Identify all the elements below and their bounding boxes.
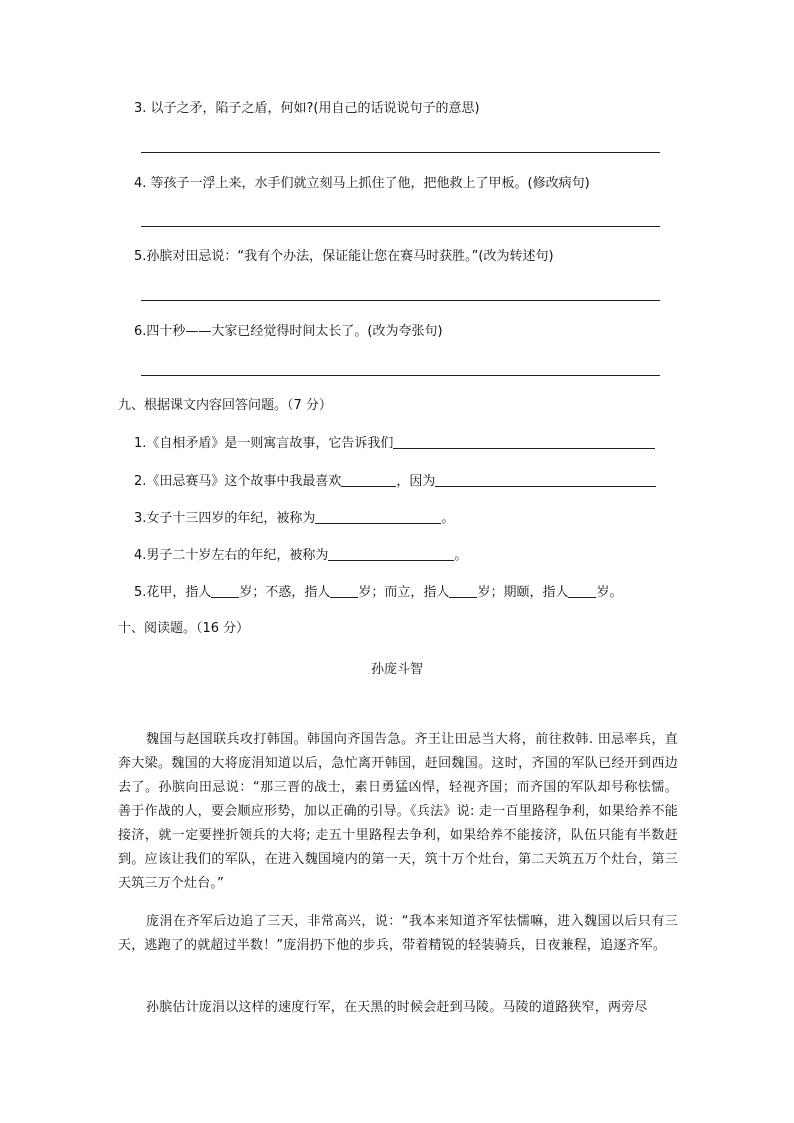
question-8-3: 3. 以子之矛，陷子之盾，何如?(用自己的话说说句子的意思)	[134, 101, 480, 116]
question-9-5-text-d: 岁；期颐，指人	[477, 585, 569, 600]
answer-blank[interactable]	[449, 583, 477, 598]
question-9-3-end: 。	[441, 511, 455, 526]
question-9-1-text: 1.《自相矛盾》是一则寓言故事，它告诉我们	[134, 436, 394, 451]
question-9-5-text-b: 岁；不惑，指人	[239, 585, 331, 600]
question-9-3	[134, 509, 454, 528]
question-9-3-text: 3.女子十三四岁的年纪，被称为	[134, 511, 316, 526]
answer-blank[interactable]	[211, 583, 239, 598]
question-9-5-text-a: 5.花甲，指人	[134, 585, 212, 600]
question-9-1	[134, 434, 655, 453]
question-9-2	[134, 472, 656, 491]
answer-blank[interactable]	[315, 509, 441, 524]
answer-line-8-6[interactable]	[141, 375, 660, 376]
answer-blank[interactable]	[435, 472, 656, 487]
question-8-5: 5.孙膑对田忌说：“我有个办法，保证能让您在赛马时获胜。”(改为转述句)	[134, 249, 554, 264]
answer-blank[interactable]	[341, 472, 396, 487]
p2-text-a: 庞涓在齐军后边追了三天，非常高兴，说：“	[146, 914, 409, 929]
article-paragraph-1	[118, 728, 678, 896]
question-9-4	[134, 546, 467, 565]
p1-text-c: ；而齐国的军队却号称怯懦。善于作战的人，要会顺应形势，加以正确的引导。《兵法》说: 走一百里路程争利，如果给养不能接济，就一定要挫折领兵的大将; 走五十里路程去争利，如果给养不能接济，队伍只能有半数赶到。应该让我们的军队，在进入魏国境内的第一天，筑十万个灶台，第二天筑五万个灶台，第三天筑三万个灶台。”	[118, 780, 678, 891]
question-9-5-text-e: 岁。	[596, 585, 623, 600]
section-10-heading: 十、阅读题。（16 分）	[118, 621, 250, 636]
p1-text-a: 魏国与赵国联兵攻打韩国。韩国向齐国告急。齐王让田忌当大将，前往救韩. 田忌率兵，直奔大梁。魏国的大将庞涓知道以后，急忙离开韩国，赶回魏国。这时，齐国的军队已经开到西边去了。孙膑向田忌说：“	[118, 732, 678, 795]
p1-quote: 那三晋的战士，素日勇猛凶悍，轻视齐国	[259, 780, 503, 795]
question-9-4-end: 。	[454, 548, 468, 563]
section-9-heading: 九、根据课文内容回答问题。（7 分）	[118, 398, 332, 413]
answer-line-8-5[interactable]	[141, 300, 660, 301]
question-9-2-text-b: ，因为	[396, 474, 436, 489]
answer-blank[interactable]	[330, 583, 358, 598]
question-9-5	[134, 583, 622, 602]
question-9-4-text: 4.男子二十岁左右的年纪，被称为	[134, 548, 329, 563]
question-8-6: 6.四十秒——大家已经觉得时间太长了。(改为夸张句)	[134, 324, 443, 339]
p2-text-c: 有三天，逃跑了的就超过半数！”庞涓扔下他的步兵，带着精锐的轻装骑兵，日夜兼程，追逐齐军。	[118, 914, 678, 953]
article-title: 孙庞斗智	[370, 662, 423, 677]
article-paragraph-2	[118, 910, 678, 958]
answer-blank[interactable]	[328, 546, 454, 561]
question-9-5-text-c: 岁；而立，指人	[358, 585, 450, 600]
question-9-2-text: 2.《田忌赛马》这个故事中我最喜欢	[134, 474, 342, 489]
answer-line-8-4[interactable]	[141, 226, 660, 227]
answer-line-8-3[interactable]	[141, 152, 660, 153]
article-paragraph-3: 孙膑估计庞涓以这样的速度行军，在天黑的时候会赶到马陵。马陵的道路狭窄，两旁尽	[146, 1000, 648, 1015]
p2-quote: 我本来知道齐军怯懦嘛，进入魏国以后只	[408, 914, 652, 929]
answer-blank[interactable]	[393, 434, 655, 449]
question-8-4: 4. 等孩子一浮上来，水手们就立刻马上抓住了他，把他救上了甲板。(修改病句)	[134, 176, 590, 191]
answer-blank[interactable]	[568, 583, 596, 598]
